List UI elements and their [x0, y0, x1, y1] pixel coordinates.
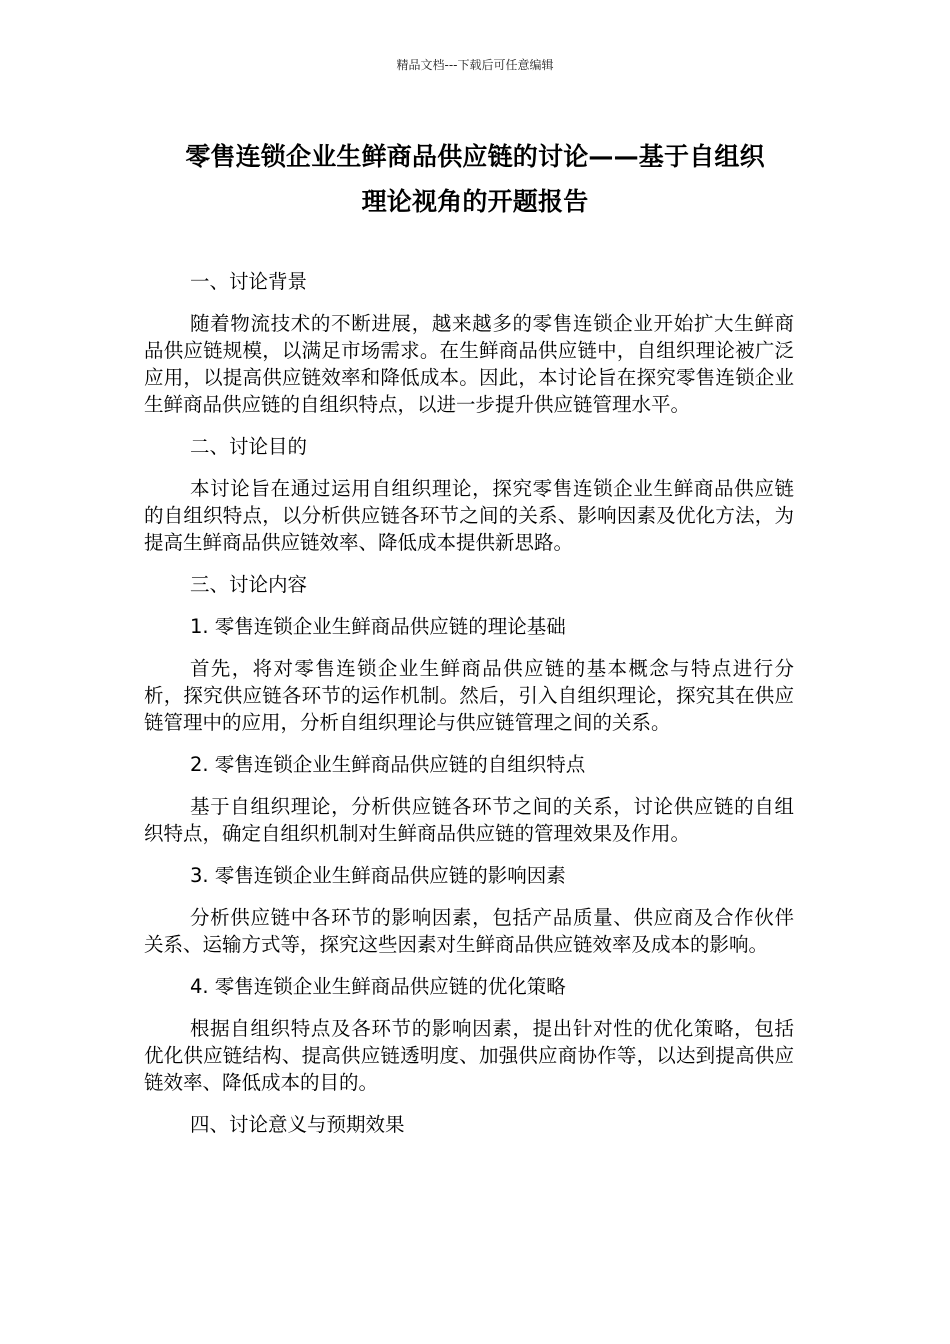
paragraph-subsection-3: 分析供应链中各环节的影响因素，包括产品质量、供应商及合作伙伴关系、运输方式等，探究这些因素对生鲜商品供应链效率及成本的影响。	[144, 906, 794, 956]
page-header: 精品文档---下载后可任意编辑	[396, 58, 554, 72]
section-heading-significance: 四、讨论意义与预期效果	[190, 1113, 405, 1136]
paragraph-subsection-2: 基于自组织理论，分析供应链各环节之间的关系，讨论供应链的自组织特点，确定自组织机制对生鲜商品供应链的管理效果及作用。	[144, 795, 794, 845]
section-heading-purpose: 二、讨论目的	[190, 435, 308, 458]
document-body	[144, 268, 794, 1153]
paragraph-subsection-1: 首先，将对零售连锁企业生鲜商品供应链的基本概念与特点进行分析，探究供应链各环节的运作机制。然后，引入自组织理论，探究其在供应链管理中的应用，分析自组织理论与供应链管理之间的关系。	[144, 657, 794, 734]
subsection-heading-1: 1. 零售连锁企业生鲜商品供应链的理论基础	[190, 615, 566, 638]
document-title	[140, 134, 810, 224]
subsection-heading-3: 3. 零售连锁企业生鲜商品供应链的影响因素	[190, 864, 566, 887]
paragraph-purpose: 本讨论旨在通过运用自组织理论，探究零售连锁企业生鲜商品供应链的自组织特点，以分析供应链各环节之间的关系、影响因素及优化方法，为提高生鲜商品供应链效率、降低成本提供新思路。	[144, 477, 794, 554]
subsection-heading-4: 4. 零售连锁企业生鲜商品供应链的优化策略	[190, 975, 566, 998]
subsection-heading-2: 2. 零售连锁企业生鲜商品供应链的自组织特点	[190, 753, 586, 776]
section-heading-content: 三、讨论内容	[190, 573, 308, 596]
title-line-2: 理论视角的开题报告	[361, 187, 589, 216]
title-line-1: 零售连锁企业生鲜商品供应链的讨论——基于自组织	[185, 142, 765, 171]
paragraph-subsection-4: 根据自组织特点及各环节的影响因素，提出针对性的优化策略，包括优化供应链结构、提高供应链透明度、加强供应商协作等，以达到提高供应链效率、降低成本的目的。	[144, 1017, 794, 1094]
section-heading-background: 一、讨论背景	[190, 270, 308, 293]
paragraph-background: 随着物流技术的不断进展，越来越多的零售连锁企业开始扩大生鲜商品供应链规模，以满足市场需求。在生鲜商品供应链中，自组织理论被广泛应用，以提高供应链效率和降低成本。因此，本讨论旨在探究零售连锁企业生鲜商品供应链的自组织特点，以进一步提升供应链管理水平。	[144, 312, 794, 416]
